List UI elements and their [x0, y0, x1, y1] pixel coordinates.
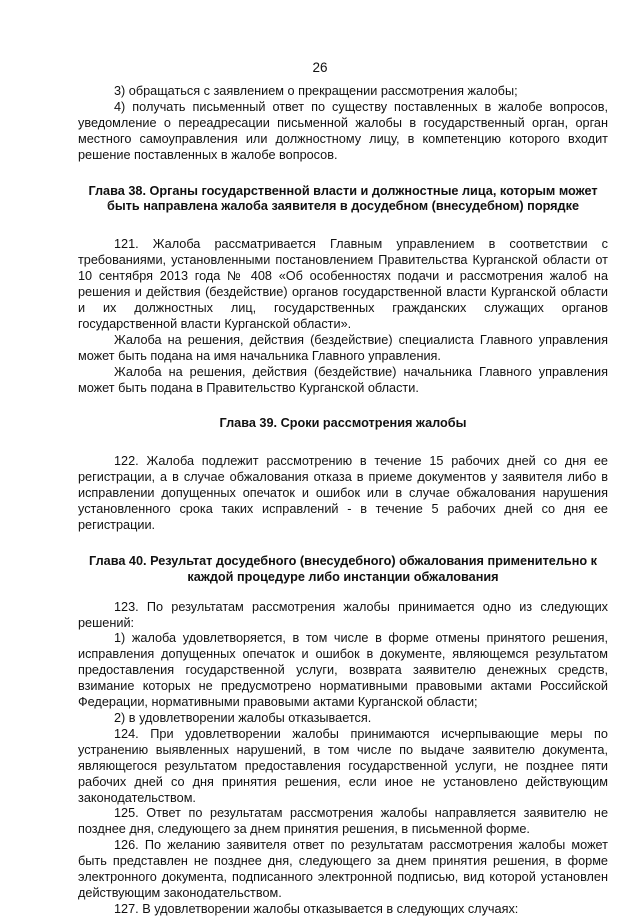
paragraph-127: 127. В удовлетворении жалобы отказывается в следующих случаях:: [114, 901, 519, 916]
paragraph-125: 125. Ответ по результатам рассмотрения жалобы направляется заявителю не позднее дня, следующего за днем принятия решения, в письменной форме.: [78, 806, 608, 837]
paragraph-126: 126. По желанию заявителя ответ по результатам рассмотрения жалобы может быть представлен не позднее дня, следующего за днем принятия решения, в форме электронного документа, подписанного электронной подписью, вид которой установлен действующим законодательством.: [78, 838, 608, 900]
chapter-40-heading: Глава 40. Результат досудебного (внесудебного) обжалования применительно к каждой процедуре либо инстанции обжалования: [89, 553, 597, 584]
paragraph-123: 123. По результатам рассмотрения жалобы принимается одно из следующих решений:: [78, 599, 608, 630]
page-number: 26: [312, 60, 328, 75]
decision-item-2: 2) в удовлетворении жалобы отказывается.: [114, 711, 372, 725]
decision-item-1: 1) жалоба удовлетворяется, в том числе в форме отмены принятого решения, исправления допущенных опечаток и ошибок в документе, являющемся результатом предоставления государственной услуги, возврата заявителю денежных средств, взимание которых не предусмотрено нормативными правовыми актами Российской Федерации, нормативными правовыми актами Курганской области;: [78, 631, 608, 710]
paragraph-121: 121. Жалоба рассматривается Главным управлением в соответствии с требованиями, установленными постановлением Правительства Курганской области от 10 сентября 2013 года № 408 «Об особенностях подачи и рассмотрения жалоб на решения и действия (бездействие) органов государственной власти Курганской области и их должностных лиц, государственных гражданских служащих органов государственной власти Курганской области».: [78, 237, 608, 331]
chapter-38-heading: Глава 38. Органы государственной власти и должностные лица, которым может быть направлена жалоба заявителя в досудебном (внесудебном) порядке: [88, 183, 598, 214]
paragraph-122: 122. Жалоба подлежит рассмотрению в течение 15 рабочих дней со дня ее регистрации, а в случае обжалования отказа в приеме документов у заявителя либо в исправлении допущенных опечаток и ошибок или в случае обжалования нарушения установленного срока таких исправлений - в течение 5 рабочих дней со дня ее регистрации.: [78, 454, 608, 532]
list-item-3: 3) обращаться с заявлением о прекращении рассмотрения жалобы;: [114, 84, 518, 98]
paragraph-124: 124. При удовлетворении жалобы принимаются исчерпывающие меры по устранению выявленных нарушений, в том числе по выдаче заявителю документа, являющегося результатом предоставления государственной услуги, не позднее пяти рабочих дней со дня принятия решения, если иное не установлено действующим законодательством.: [78, 726, 608, 805]
paragraph-121-head: Жалоба на решения, действия (бездействие) начальника Главного управления может быть подана в Правительство Курганской области.: [78, 364, 608, 395]
paragraph-121-specialist: Жалоба на решения, действия (бездействие) специалиста Главного управления может быть подана на имя начальника Главного управления.: [78, 332, 608, 363]
chapter-39-heading: Глава 39. Сроки рассмотрения жалобы: [219, 416, 467, 431]
list-item-4: 4) получать письменный ответ по существу поставленных в жалобе вопросов, уведомление о переадресации письменной жалобы в государственный орган, орган местного самоуправления или должностному лицу, в компетенцию которого входит решение поставленных в жалобе вопросов.: [78, 99, 608, 162]
document-body: [78, 84, 608, 918]
